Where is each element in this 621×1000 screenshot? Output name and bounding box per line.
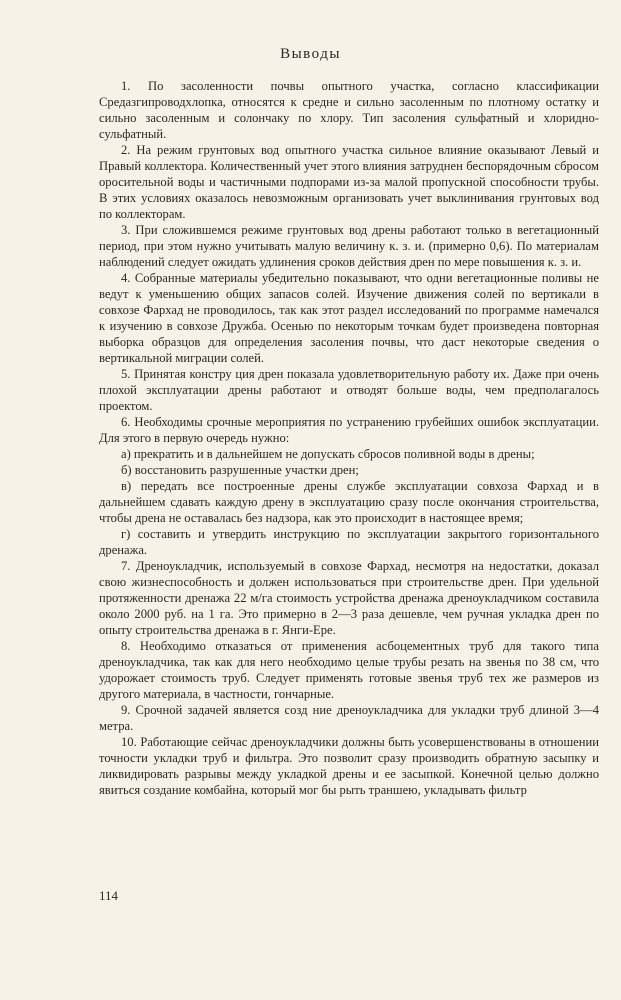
page-number: 114	[99, 888, 119, 903]
paragraph-9: 9. Срочной задачей является созд ние дреноукладчика для укладки труб длиной 3—4 метра.	[99, 703, 599, 733]
section-heading: Выводы	[280, 46, 341, 62]
list-item-a: а) прекратить и в дальнейшем не допускать сбросов поливной воды в дрены;	[121, 447, 535, 461]
paragraph-10: 10. Работающие сейчас дреноукладчики должны быть усовершенствованы в отношении точности укладки труб и фильтра. Это позволит сразу производить обратную засыпку и ликвидировать разрывы между укладкой дрены и ее засыпкой. Конечной целью должно явиться создание комбайна, который мог бы рыть траншею, укладывать фильтр	[99, 735, 599, 797]
paragraph-7: 7. Дреноукладчик, используемый в совхозе Фархад, несмотря на недостатки, доказал свою жизнеспособность и должен использоваться при строительстве дрен. При удельной протяженности дренажа 22 м/га стоимость устройства дренажа дреноукладчиком составила около 2000 руб. на 1 га. Это примерно в 2—3 раза дешевле, чем ручная укладка дрен по опыту строительства дренажа в г. Янги-Ере.	[99, 559, 599, 637]
paragraph-6: 6. Необходимы срочные мероприятия по устранению грубейших ошибок эксплуатации. Для этого в первую очередь нужно:	[99, 415, 599, 445]
list-item-c: в) передать все построенные дрены службе эксплуатации совхоза Фархад и в дальнейшем сдавать каждую дрену в эксплуатацию сразу после окончания строительства, чтобы дрена не оставалась без надзора, как это происходит в настоящее время;	[99, 479, 599, 525]
list-item-b: б) восстановить разрушенные участки дрен;	[121, 463, 359, 477]
paragraph-5: 5. Принятая констру ция дрен показала удовлетворительную работу их. Даже при очень плохой эксплуатации дрены работают и отводят больше воды, чем предполагалось проектом.	[99, 367, 599, 413]
paragraph-8: 8. Необходимо отказаться от применения асбоцементных труб для такого типа дреноукладчика, так как для него необходимо целые трубы резать на звенья по 38 см, что удорожает стоимость труб. Следует применять готовые звенья труб тех же размеров из другого материала, в частности, гончарные.	[99, 639, 599, 701]
paragraph-2: 2. На режим грунтовых вод опытного участка сильное влияние оказывают Левый и Правый коллектора. Количественный учет этого влияния затруднен беспорядочным сбросом оросительной воды и частичными подпорами из-за малой пропускной способности трубы. В этих условиях оказалось невозможным организовать учет выклинивания грунтовых вод по коллекторам.	[99, 143, 599, 221]
paragraph-1: 1. По засоленности почвы опытного участка, согласно классификации Средазгипроводхлопка, относятся к средне и сильно засоленным по плотному остатку и сильно засоленным и солончаку по хлору. Тип засоления сульфатный и хлоридно-сульфатный.	[99, 79, 599, 141]
paragraph-3: 3. При сложившемся режиме грунтовых вод дрены работают только в вегетационный период, при этом нужно учитывать малую величину к. з. и. (примерно 0,6). По материалам наблюдений следует ожидать удлинения сроков действия дрен по мере повышения к. з. и.	[99, 223, 599, 269]
body-text	[99, 78, 599, 798]
paragraph-4: 4. Собранные материалы убедительно показывают, что одни вегетационные поливы не ведут к уменьшению общих запасов солей. Изучение движения солей по вертикали в совхозе Фархад не проводилось, так как этот раздел исследований по программе намечался к изучению в совхозе Дружба. Осенью по некоторым точкам будет произведена повторная выборка образцов для определения засоления почвы, что даст некоторые сведения о вертикальной миграции солей.	[99, 271, 599, 365]
list-item-d: г) составить и утвердить инструкцию по эксплуатации закрытого горизонтального дренажа.	[99, 527, 599, 557]
